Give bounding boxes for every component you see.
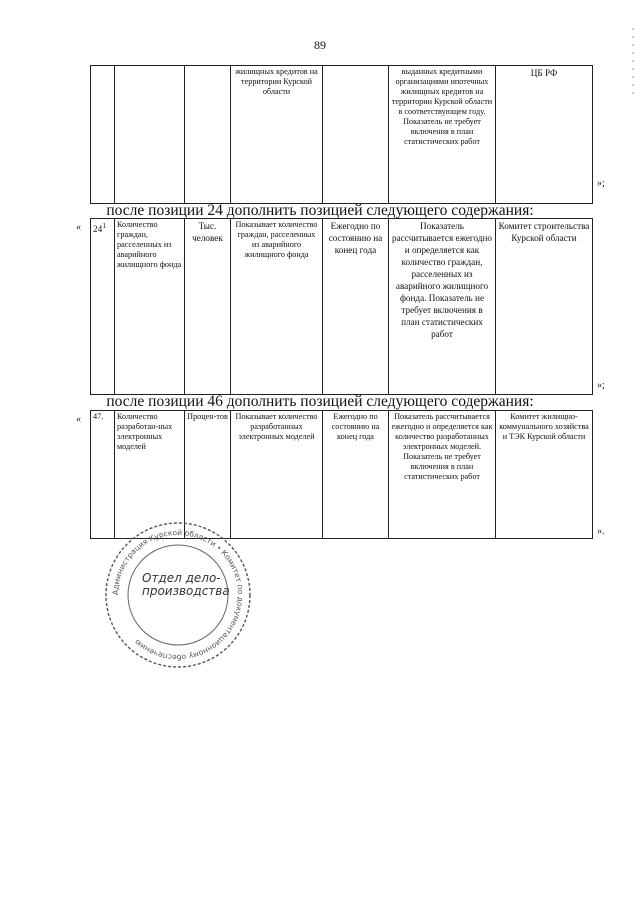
cell-responsible: ЦБ РФ <box>496 66 593 204</box>
opening-quote-1: « <box>76 222 81 233</box>
indicator-responsible: Комитет строительства Курской области <box>496 219 593 395</box>
cell-unit <box>185 66 231 204</box>
table-continuation <box>90 65 593 204</box>
indicator-unit: Тыс. человек <box>185 219 231 395</box>
cell-description: жилищных кредитов на территории Курской области <box>231 66 323 204</box>
indicator-description: Показывает количество разработанных электронных моделей <box>231 411 323 539</box>
closing-quote-2: »; <box>597 380 605 391</box>
row-number: $24^1$ <box>91 219 115 395</box>
instruction-2: после позиции 46 дополнить позицией следующего содержания: <box>106 393 534 410</box>
table-row-24 <box>90 218 593 395</box>
indicator-name: Количество разработан-ных электронных моделей <box>115 411 185 539</box>
opening-quote-2: « <box>76 414 81 425</box>
indicator-period: Ежегодно по состоянию на конец года <box>323 411 389 539</box>
margin-marks <box>632 28 634 98</box>
cell-method: выданных кредитными организациями ипотечных жилищных кредитов на территории Курской области в соответствующем году. Показатель не требует включения в план статистических работ <box>389 66 496 204</box>
stamp-center-text: Отдел дело-производства <box>142 571 230 598</box>
page-number: 89 <box>314 38 326 52</box>
cell-period <box>323 66 389 204</box>
cell-num <box>91 66 115 204</box>
stamp-ring-text: Администрация Курской области • Комитет по документационному обеспечению <box>110 527 246 663</box>
indicator-name: Количество граждан, расселенных из аварийного жилищного фонда <box>115 219 185 395</box>
indicator-unit: Процен-тов <box>185 411 231 539</box>
instruction-1: после позиции 24 дополнить позицией следующего содержания: <box>106 202 534 219</box>
closing-quote-3: ». <box>597 526 605 537</box>
indicator-method: Показатель рассчитывается ежегодно и определяется как количество разработанных электронных моделей. Показатель не требует включения в план статистических работ <box>389 411 496 539</box>
closing-quote-1: »; <box>597 178 605 189</box>
indicator-method: Показатель рассчитывается ежегодно и определяется как количество граждан, расселенных из аварийного жилищного фонда. Показатель не требует включения в план статистических работ <box>389 219 496 395</box>
indicator-responsible: Комитет жилищно-коммунального хозяйства и ТЭК Курской области <box>496 411 593 539</box>
indicator-period: Ежегодно по состоянию на конец года <box>323 219 389 395</box>
indicator-description: Показывает количество граждан, расселенных из аварийного жилищного фонда <box>231 219 323 395</box>
row-number: 47. <box>91 411 115 539</box>
office-stamp <box>102 520 254 670</box>
cell-name <box>115 66 185 204</box>
